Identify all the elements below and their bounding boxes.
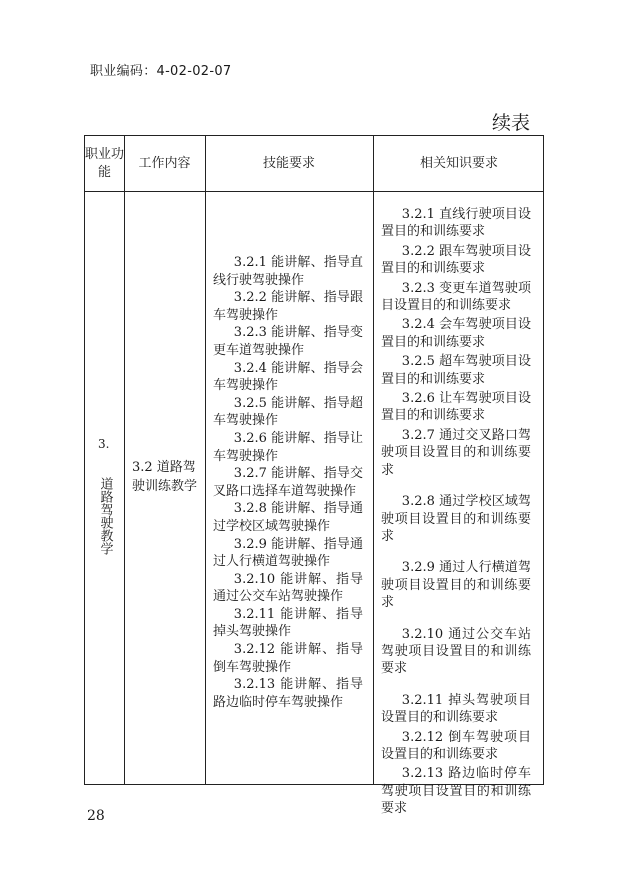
column-divider	[373, 136, 374, 784]
knowledge-item: 3.2.4 会车驾驶项目设置目的和训练要求	[381, 317, 531, 350]
skills-list	[213, 254, 363, 711]
continued-label: 续表	[492, 112, 531, 134]
header-divider	[85, 191, 543, 192]
knowledge-item: 3.2.2 跟车驾驶项目设置目的和训练要求	[381, 243, 531, 277]
knowledge-item: 3.2.1 直线行驶项目设置目的和训练要求	[381, 207, 531, 240]
knowledge-item: 3.2.10 通过公交车站驾驶项目设置目的和训练要求	[381, 626, 531, 677]
skill-item: 3.2.5 能讲解、指导超车驾驶操作	[213, 395, 363, 429]
occupation-code: 职业编码：4-02-02-07	[90, 64, 232, 79]
skill-item: 3.2.10 能讲解、指导通过公交车站驾驶操作	[213, 571, 363, 605]
skill-item: 3.2.12 能讲解、指导倒车驾驶操作	[213, 642, 363, 675]
knowledge-item: 3.2.3 变更车道驾驶项目设置目的和训练要求	[381, 280, 531, 314]
skill-item: 3.2.2 能讲解、指导跟车驾驶操作	[213, 290, 363, 323]
skill-item: 3.2.4 能讲解、指导会车驾驶操作	[213, 360, 363, 394]
column-divider	[205, 136, 206, 784]
knowledge-item: 3.2.12 倒车驾驶项目设置目的和训练要求	[381, 729, 531, 762]
column-header-function: 职业功能	[85, 146, 125, 180]
skill-item: 3.2.9 能讲解、指导通过人行横道驾驶操作	[213, 536, 363, 570]
work-content-cell: 3.2 道路驾驶训练教学	[132, 460, 198, 494]
knowledge-item: 3.2.5 超车驾驶项目设置目的和训练要求	[381, 354, 531, 387]
knowledge-item: 3.2.13 路边临时停车驾驶项目设置目的和训练要求	[381, 766, 531, 817]
skill-item: 3.2.8 能讲解、指导通过学校区域驾驶操作	[213, 501, 363, 534]
column-header-skills: 技能要求	[262, 155, 315, 171]
skill-item: 3.2.6 能讲解、指导让车驾驶操作	[213, 430, 363, 464]
knowledge-item: 3.2.6 让车驾驶项目设置目的和训练要求	[381, 391, 531, 424]
function-label: 道路驾驶教学	[97, 477, 113, 555]
skill-item: 3.2.1 能讲解、指导直线行驶驾驶操作	[213, 255, 363, 288]
function-number: 3.	[98, 437, 110, 451]
column-divider	[124, 136, 125, 784]
knowledge-item: 3.2.11 掉头驾驶项目设置目的和训练要求	[381, 692, 531, 726]
knowledge-list	[381, 206, 531, 820]
skill-item: 3.2.11 能讲解、指导掉头驾驶操作	[213, 606, 363, 640]
standards-table	[84, 135, 544, 817]
column-header-knowledge: 相关知识要求	[419, 155, 498, 171]
knowledge-item: 3.2.7 通过交叉路口驾驶项目设置目的和训练要求	[381, 427, 531, 478]
skill-item: 3.2.13 能讲解、指导路边临时停车驾驶操作	[213, 677, 363, 710]
knowledge-item: 3.2.8 通过学校区域驾驶项目设置目的和训练要求	[381, 494, 531, 544]
knowledge-item: 3.2.9 通过人行横道驾驶项目设置目的和训练要求	[381, 560, 531, 611]
skill-item: 3.2.7 能讲解、指导交叉路口选择车道驾驶操作	[213, 466, 363, 499]
skill-item: 3.2.3 能讲解、指导变更车道驾驶操作	[213, 325, 363, 358]
function-cell	[85, 461, 124, 571]
page-number: 28	[87, 808, 105, 824]
column-header-work-content: 工作内容	[138, 155, 191, 171]
